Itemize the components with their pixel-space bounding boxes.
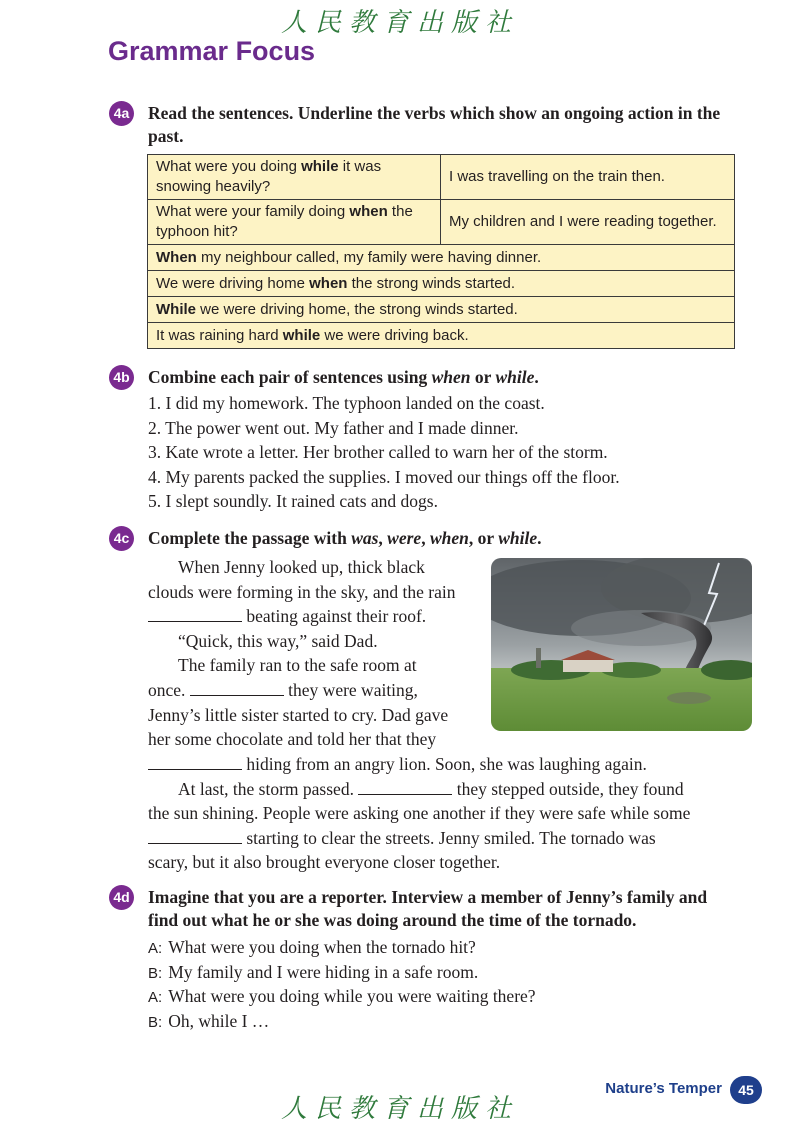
list-item: 1. I did my homework. The typhoon landed on the coast. xyxy=(148,393,545,413)
answer-blank[interactable] xyxy=(148,754,242,770)
table-row xyxy=(148,245,735,271)
cell-text: we were driving home, the strong winds started. xyxy=(196,300,518,318)
table-cell xyxy=(148,271,735,297)
unit-title: Nature’s Temper xyxy=(605,1080,722,1097)
list-item: 3. Kate wrote a letter. Her brother called to warn her of the storm. xyxy=(148,442,608,462)
passage-line: the sun shining. People were asking one another if they were safe while some xyxy=(148,803,691,824)
instruction-text: Combine each pair of sentences using xyxy=(148,367,432,387)
passage-line: her some chocolate and told her that they xyxy=(148,729,437,750)
exercise-badge-4c: 4c xyxy=(109,526,134,551)
passage-part-2 xyxy=(148,752,748,875)
dialog-line xyxy=(148,984,536,1009)
keyword-bold: when xyxy=(309,274,348,292)
table-cell: My children and I were reading together. xyxy=(441,200,735,245)
answer-blank[interactable] xyxy=(148,828,242,844)
publisher-watermark-top: 人民教育出版社 xyxy=(280,8,519,38)
dialog-text: What were you doing when the tornado hit? xyxy=(168,937,476,957)
speaker-label: B: xyxy=(148,1014,163,1032)
keyword-bold: when xyxy=(349,203,388,220)
tornado-image xyxy=(491,558,752,731)
passage-line xyxy=(148,826,748,851)
tornado-photo xyxy=(491,558,752,731)
dialog-text: My family and I were hiding in a safe room. xyxy=(168,961,479,982)
keyword-was: was xyxy=(351,528,379,548)
list-item: 5. I slept soundly. It rained cats and dogs. xyxy=(148,491,438,511)
passage-line: “Quick, this way,” said Dad. xyxy=(178,630,378,651)
speaker-label: B: xyxy=(148,964,163,982)
dialog-text: What were you doing while you were waiting there? xyxy=(168,986,536,1007)
passage-line: Jenny’s little sister started to cry. Dad gave xyxy=(148,704,449,725)
exercise-badge-4a: 4a xyxy=(109,101,134,126)
table-row xyxy=(148,323,735,349)
passage-text: they were waiting, xyxy=(283,679,418,700)
cell-text: the typhoon hit? xyxy=(156,203,413,240)
table-row xyxy=(148,297,735,323)
keyword-bold: When xyxy=(156,248,197,266)
cell-text: the strong winds started. xyxy=(347,274,516,292)
keyword-bold: while xyxy=(301,158,339,175)
dialog-line xyxy=(148,1009,536,1034)
speaker-label: A: xyxy=(148,989,163,1007)
dialog-line xyxy=(148,935,536,960)
passage-text: once. xyxy=(148,679,186,700)
passage-line: When Jenny looked up, thick black xyxy=(178,557,425,577)
cell-text: What were your family doing xyxy=(156,203,350,220)
table-cell xyxy=(148,155,441,200)
instruction-text: Complete the passage with xyxy=(148,528,352,548)
table-cell xyxy=(148,245,735,271)
list-item: 2. The power went out. My father and I made dinner. xyxy=(148,417,519,438)
passage-text: they stepped outside, they found xyxy=(452,778,684,799)
list-item: 4. My parents packed the supplies. I moved our things off the floor. xyxy=(148,466,620,487)
passage-text: starting to clear the streets. Jenny smiled. The tornado was xyxy=(242,827,656,848)
keyword-while: while xyxy=(495,367,535,387)
speaker-label: A: xyxy=(148,940,163,957)
passage-text: beating against their roof. xyxy=(242,606,427,627)
passage-part-1 xyxy=(148,555,478,752)
answer-blank[interactable] xyxy=(358,779,452,795)
passage-line xyxy=(148,777,748,802)
passage-line: The family ran to the safe room at xyxy=(178,655,417,676)
passage-line xyxy=(148,678,478,703)
instruction-text: . xyxy=(534,367,539,387)
dialog-text: Oh, while I … xyxy=(168,1011,270,1032)
passage-line xyxy=(148,752,748,777)
exercise-4a-instruction: Read the sentences. Underline the verbs which show an ongoing action in the past. xyxy=(148,103,721,146)
exercise-4b-instruction xyxy=(148,366,738,389)
table-cell xyxy=(148,323,735,349)
sentence-pairs-list xyxy=(148,391,620,514)
table-cell xyxy=(148,297,735,323)
exercise-badge-4d: 4d xyxy=(109,885,134,910)
table-row xyxy=(148,271,735,297)
passage-text: hiding from an angry lion. Soon, she was laughing again. xyxy=(242,754,647,774)
table-row xyxy=(148,200,735,245)
passage-line xyxy=(148,604,478,629)
keyword-were: were xyxy=(387,528,422,548)
cell-text: my neighbour called, my family were having dinner. xyxy=(196,248,542,266)
instruction-text: . xyxy=(537,528,542,548)
table-row xyxy=(148,155,735,200)
section-title: Grammar Focus xyxy=(108,36,316,66)
instruction-text: , xyxy=(378,528,388,548)
grammar-table xyxy=(147,154,735,349)
keyword-bold: While xyxy=(156,300,196,318)
instruction-text: , or xyxy=(468,528,499,548)
passage-text: At last, the storm passed. xyxy=(178,778,354,799)
cell-text: We were driving home xyxy=(156,274,310,292)
keyword-when: when xyxy=(431,367,471,387)
cell-text: it was snowing heavily? xyxy=(156,158,382,195)
keyword-bold: while xyxy=(282,326,321,344)
keyword-while: while xyxy=(498,528,538,548)
instruction-text: , xyxy=(421,528,430,548)
instruction-text: or xyxy=(470,367,496,387)
cell-text: What were you doing xyxy=(156,158,302,175)
keyword-when: when xyxy=(429,528,469,548)
cell-text: It was raining hard xyxy=(156,326,283,344)
interview-dialog xyxy=(148,935,536,1034)
page-number: 45 xyxy=(730,1076,762,1104)
exercise-badge-4b: 4b xyxy=(109,365,134,390)
table-cell xyxy=(148,200,441,245)
answer-blank[interactable] xyxy=(148,606,242,622)
passage-line: clouds were forming in the sky, and the rain xyxy=(148,581,456,602)
cell-text: we were driving back. xyxy=(320,326,469,344)
answer-blank[interactable] xyxy=(190,680,284,696)
exercise-4c-instruction xyxy=(148,527,738,550)
publisher-watermark-bottom: 人民教育出版社 xyxy=(280,1094,519,1124)
exercise-4d-instruction: Imagine that you are a reporter. Interview a member of Jenny’s family and find out what he or she was doing around the time of the tornado. xyxy=(148,887,708,930)
dialog-line xyxy=(148,960,536,985)
passage-line: scary, but it also brought everyone closer together. xyxy=(148,852,501,873)
table-cell: I was travelling on the train then. xyxy=(441,155,735,200)
